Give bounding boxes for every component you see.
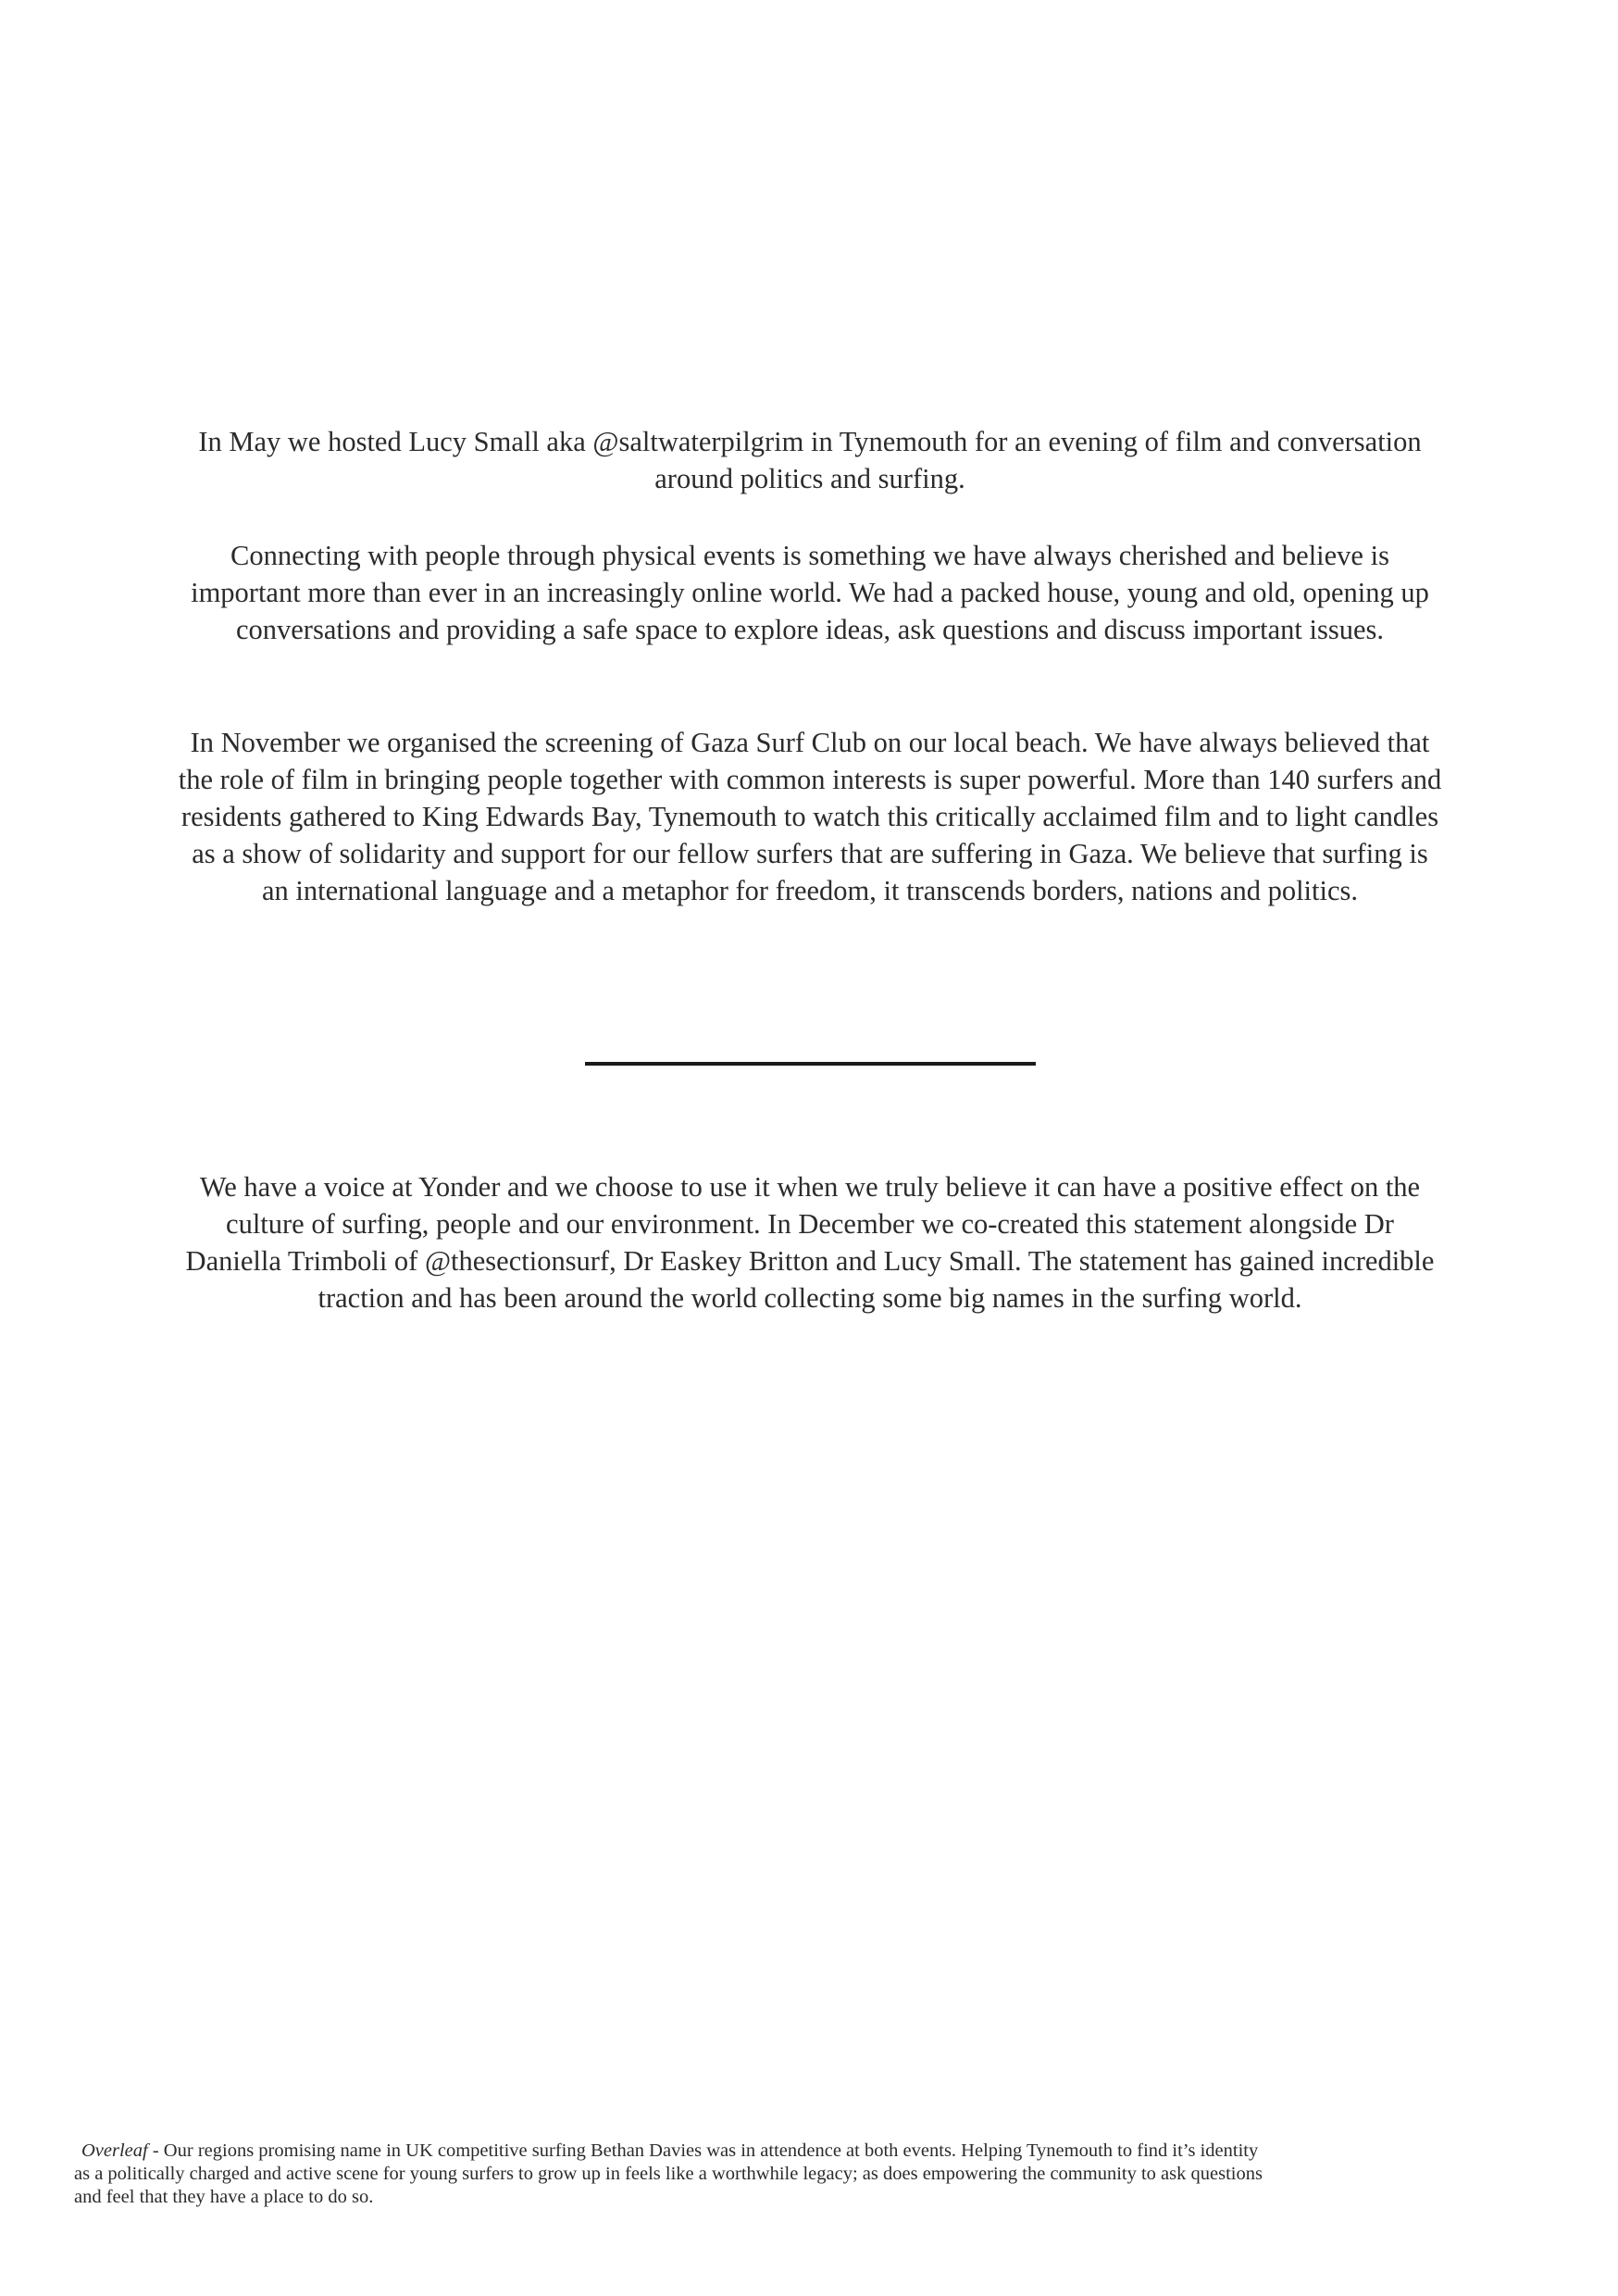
paragraph-physical-events: Connecting with people through physical events is something we have always cherished and believe is important more than ever in an increasingly online world. We had a packed house, young and old, opening up conversations and providing a safe space to explore ideas, ask questions and discuss important issues. [191, 540, 1429, 645]
paragraph-yonder-statement: We have a voice at Yonder and we choose to use it when we truly believe it can have a positive effect on the culture of surfing, people and our environment. In December we co-created this statement alongside Dr Daniella Trimboli of @thesectionsurf, Dr Easkey Britton and Lucy Small. The statement has gained incredible traction and has been around the world collecting some big names in the surfing world. [185, 1171, 1435, 1314]
caption-text: - Our regions promising name in UK competitive surfing Bethan Davies was in attendence at both events. Helping Tynemouth to find it’s identity as a politically charged and active scene for young surfers to grow up in feels like a worthwhile legacy; as does empowering the community to ask questions and feel that they have a place to do so. [74, 2140, 1263, 2207]
paragraph-lucy-small-event: In May we hosted Lucy Small aka @saltwaterpilgrim in Tynemouth for an evening of film and conversation around politics and surfing. [198, 426, 1422, 494]
caption-lead: Overleaf [81, 2140, 148, 2161]
section-divider [585, 1062, 1036, 1066]
paragraph-gaza-surf-club-screening: In November we organised the screening of Gaza Surf Club on our local beach. We have always believed that the role of film in bringing people together with common interests is super powerful. More than 140 surfers and residents gathered to King Edwards Bay, Tynemouth to watch this critically acclaimed film and to light candles as a show of solidarity and support for our fellow surfers that are suffering in Gaza. We believe that surfing is an international language and a metaphor for freedom, it transcends borders, nations and politics. [178, 727, 1442, 906]
photo-caption [74, 2140, 1277, 2209]
